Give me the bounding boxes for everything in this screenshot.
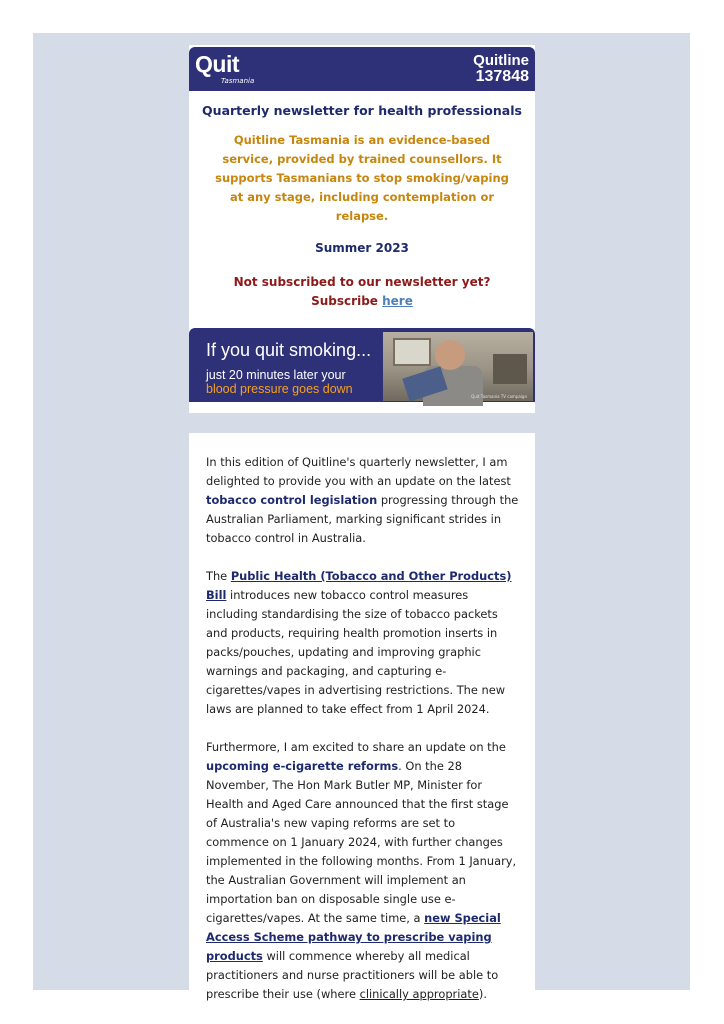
service-description: Quitline Tasmania is an evidence-based service, provided by trained counsellors. It supports Tasmanians to stop smoking/vaping at any stage, including contemplation or relapse. [215, 133, 509, 223]
quitline-number[interactable]: 137848 [475, 68, 529, 85]
ecigarette-reforms-emphasis: upcoming e-cigarette reforms [206, 759, 399, 773]
subscribe-prompt [209, 273, 515, 311]
banner-line-2: blood pressure goes down [206, 382, 353, 396]
subscribe-text: Not subscribed to our newsletter yet? Subscribe [233, 275, 491, 308]
p3-text-e: ). [478, 987, 487, 1001]
public-health-bill-link[interactable]: Public Health (Tobacco and Other Products) Bill [206, 569, 512, 602]
banner-line-1: just 20 minutes later your [206, 368, 346, 382]
p2-text-a: The [206, 569, 231, 583]
paragraph-2 [206, 567, 519, 719]
p3-text-c: . On the 28 November, The Hon Mark Butler MP, Minister for Health and Aged Care announced that the first stage of Australia's new vaping reforms are set to commence on 1 January 2024, with further changes implemented in the following months. From 1 January, the Australian Government will implement an importation ban on disposable single use e-cigarettes/vapes. At the same time, a [206, 759, 517, 925]
campaign-photo [383, 332, 533, 401]
p1-text-c: progressing through the Australian Parliament, marking significant strides in tobacco control in Australia. [206, 493, 519, 545]
clinically-appropriate-link[interactable]: clinically appropriate [359, 987, 479, 1001]
subscribe-link[interactable]: here [382, 294, 413, 308]
p1-text-a: In this edition of Quitline's quarterly newsletter, I am delighted to provide you with an update on the latest [206, 455, 511, 488]
photo-window [393, 338, 431, 366]
quit-tasmania-logo[interactable]: Quit [195, 51, 239, 77]
photo-shelf [493, 354, 527, 384]
paragraph-3 [206, 738, 519, 1004]
intro-section [189, 103, 535, 311]
photo-caption: Quit Tasmania TV campaign [471, 394, 527, 399]
newsletter-header-card [189, 45, 535, 413]
quit-tasmania-logo-sub: Tasmania [221, 77, 255, 85]
p2-text-b: introduces new tobacco control measures including standardising the size of tobacco packets and products, requiring health promotion inserts in packs/pouches, updating and improving graphic warnings and packaging, and capturing e-cigarettes/vapes in advertising restrictions. The new laws are planned to take effect from 1 April 2024. [206, 588, 506, 716]
tobacco-legislation-emphasis: tobacco control legislation [206, 493, 378, 507]
paragraph-1 [206, 453, 519, 548]
quitline-logo[interactable]: Quitline [473, 52, 529, 69]
banner-headline: If you quit smoking... [206, 340, 372, 360]
special-access-scheme-link[interactable]: new Special Access Scheme pathway to prescribe vaping products [206, 911, 501, 963]
edition-label: Summer 2023 [315, 241, 409, 255]
campaign-banner[interactable] [189, 328, 535, 402]
p3-text-d: will commence whereby all medical practitioners and nurse practitioners will be able to prescribe their use (where [206, 949, 499, 1001]
article-card [189, 433, 535, 1001]
brand-header [189, 47, 535, 91]
article-body [206, 453, 519, 1023]
newsletter-title: Quarterly newsletter for health professionals [202, 103, 522, 118]
page-background [33, 33, 690, 1001]
p3-text-a: Furthermore, I am excited to share an update on the [206, 740, 506, 754]
